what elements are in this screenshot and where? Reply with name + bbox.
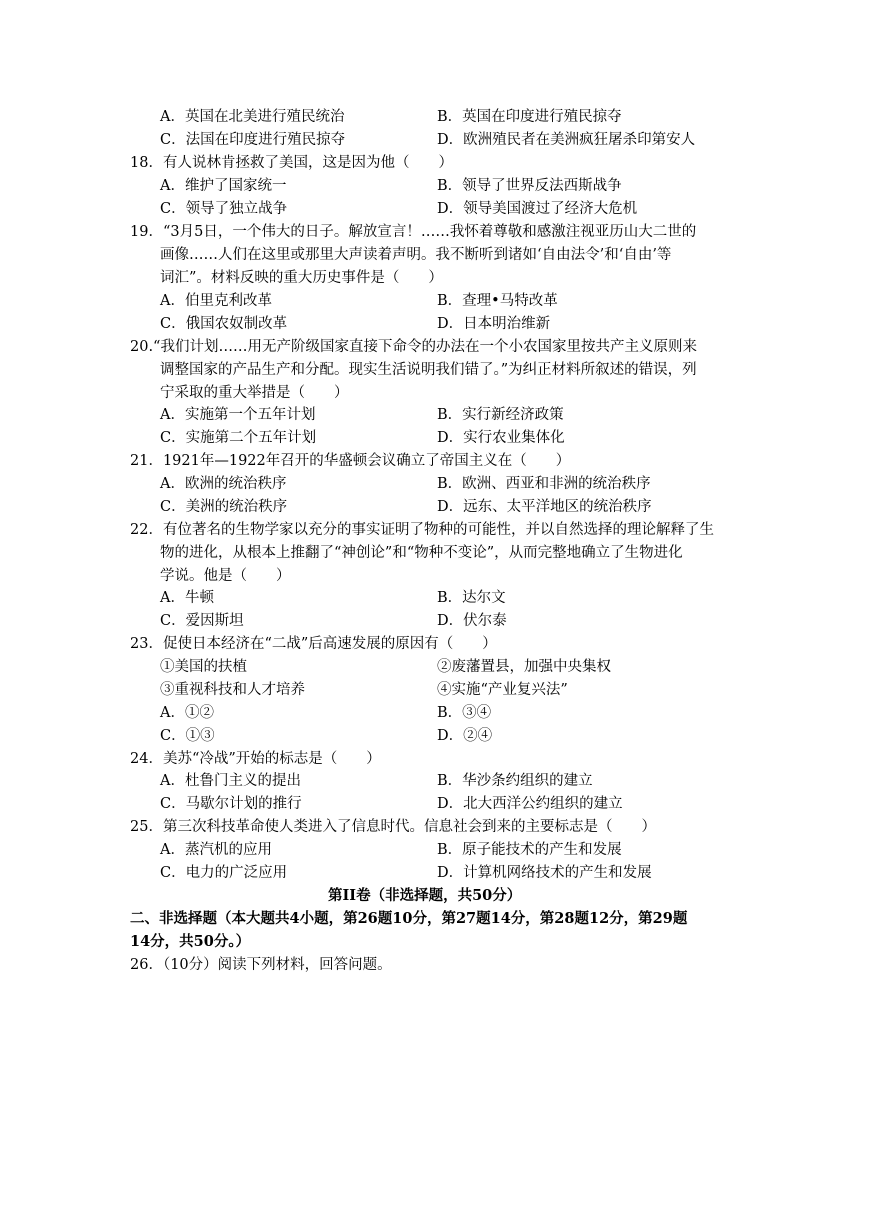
q23-option-c: C．①③: [160, 728, 215, 744]
q22-option-d: D．伏尔泰: [437, 613, 507, 629]
q25-stem: 25．第三次科技革命使人类进入了信息时代。信息社会到来的主要标志是（ ）: [130, 819, 656, 835]
q17-option-b: B．英国在印度进行殖民掠夺: [437, 109, 622, 125]
q19-option-d: D．日本明治维新: [437, 316, 551, 332]
q21-option-a: A．欧洲的统治秩序: [160, 476, 287, 492]
q20-stem-line1: 20.“我们计划……用无产阶级国家直接下命令的办法在一个小农国家里按共产主义原则来: [130, 339, 697, 355]
q22-stem-line3: 学说。他是（ ）: [160, 568, 291, 584]
q25-option-d: D．计算机网络技术的产生和发展: [437, 865, 652, 881]
q24-option-c: C．马歇尔计划的推行: [160, 796, 302, 812]
q19-option-a: A．伯里克利改革: [160, 293, 272, 309]
q23-option-d: D．②④: [437, 728, 493, 744]
q17-option-a: A．英国在北美进行殖民统治: [160, 109, 345, 125]
q20-option-d: D．实行农业集体化: [437, 430, 565, 446]
q21-option-d: D．远东、太平洋地区的统治秩序: [437, 499, 652, 515]
q21-option-b: B．欧洲、西亚和非洲的统治秩序: [437, 476, 651, 492]
q18-option-b: B．领导了世界反法西斯战争: [437, 178, 622, 194]
q19-stem-line3: 词汇”。材料反映的重大历史事件是（ ）: [160, 270, 443, 286]
section2-heading-line1: 二、非选择题（本大题共4小题，第26题10分，第27题14分，第28题12分，第29题: [130, 910, 688, 927]
q23-item-4: ④实施“产业复兴法”: [437, 682, 568, 698]
q18-option-a: A．维护了国家统一: [160, 178, 287, 194]
q23-item-1: ①美国的扶植: [160, 659, 247, 675]
q19-option-c: C．俄国农奴制改革: [160, 316, 288, 332]
q17-option-c: C．法国在印度进行殖民掠夺: [160, 132, 346, 148]
q26-stem: 26．（10分）阅读下列材料，回答问题。: [130, 957, 392, 973]
q20-option-a: A．实施第一个五年计划: [160, 407, 316, 423]
q24-option-a: A．杜鲁门主义的提出: [160, 773, 301, 789]
section2-heading-line2: 14分，共50分。）: [130, 933, 251, 950]
q18-stem: 18．有人说林肯拯救了美国，这是因为他（ ）: [130, 155, 453, 171]
q23-item-2: ②废藩置县，加强中央集权: [437, 659, 611, 675]
q24-stem: 24．美苏“冷战”开始的标志是（ ）: [130, 751, 381, 767]
q22-option-b: B．达尔文: [437, 590, 506, 606]
q18-option-d: D．领导美国渡过了经济大危机: [437, 201, 638, 217]
q22-option-c: C．爱因斯坦: [160, 613, 244, 629]
q20-stem-line3: 宁采取的重大举措是（ ）: [160, 385, 349, 401]
q23-option-a: A．①②: [160, 705, 214, 721]
q23-item-3: ③重视科技和人才培养: [160, 682, 305, 698]
q22-option-a: A．牛顿: [160, 590, 214, 606]
q18-option-c: C．领导了独立战争: [160, 201, 288, 217]
q25-option-a: A．蒸汽机的应用: [160, 842, 272, 858]
q21-stem: 21．1921年—1922年召开的华盛顿会议确立了帝国主义在（ ）: [130, 453, 571, 469]
q20-option-c: C．实施第二个五年计划: [160, 430, 317, 446]
q24-option-d: D．北大西洋公约组织的建立: [437, 796, 623, 812]
q21-option-c: C．美洲的统治秩序: [160, 499, 288, 515]
q22-stem-line1: 22．有位著名的生物学家以充分的事实证明了物种的可能性，并以自然选择的理论解释了生: [130, 522, 714, 538]
q24-option-b: B．华沙条约组织的建立: [437, 773, 593, 789]
q22-stem-line2: 物的进化，从根本上推翻了“神创论”和“物种不变论”，从而完整地确立了生物进化: [160, 545, 683, 561]
section2-title: 第II卷（非选择题，共50分）: [328, 887, 522, 904]
q17-option-d: D．欧洲殖民者在美洲疯狂屠杀印第安人: [437, 132, 696, 148]
q19-option-b: B．查理•马特改革: [437, 293, 558, 309]
q23-stem: 23．促使日本经济在“二战”后高速发展的原因有（ ）: [130, 636, 497, 652]
q19-stem-line1: 19．“3月5日，一个伟大的日子。解放宣言！……我怀着尊敬和感激注视亚历山大二世的: [130, 224, 697, 240]
q23-option-b: B．③④: [437, 705, 492, 721]
q19-stem-line2: 画像……人们在这里或那里大声读着声明。我不断听到诸如‘自由法令’和‘自由’等: [160, 247, 672, 263]
q25-option-b: B．原子能技术的产生和发展: [437, 842, 622, 858]
q20-stem-line2: 调整国家的产品生产和分配。现实生活说明我们错了。”为纠正材料所叙述的错误，列: [160, 362, 697, 378]
q20-option-b: B．实行新经济政策: [437, 407, 564, 423]
q25-option-c: C．电力的广泛应用: [160, 865, 288, 881]
